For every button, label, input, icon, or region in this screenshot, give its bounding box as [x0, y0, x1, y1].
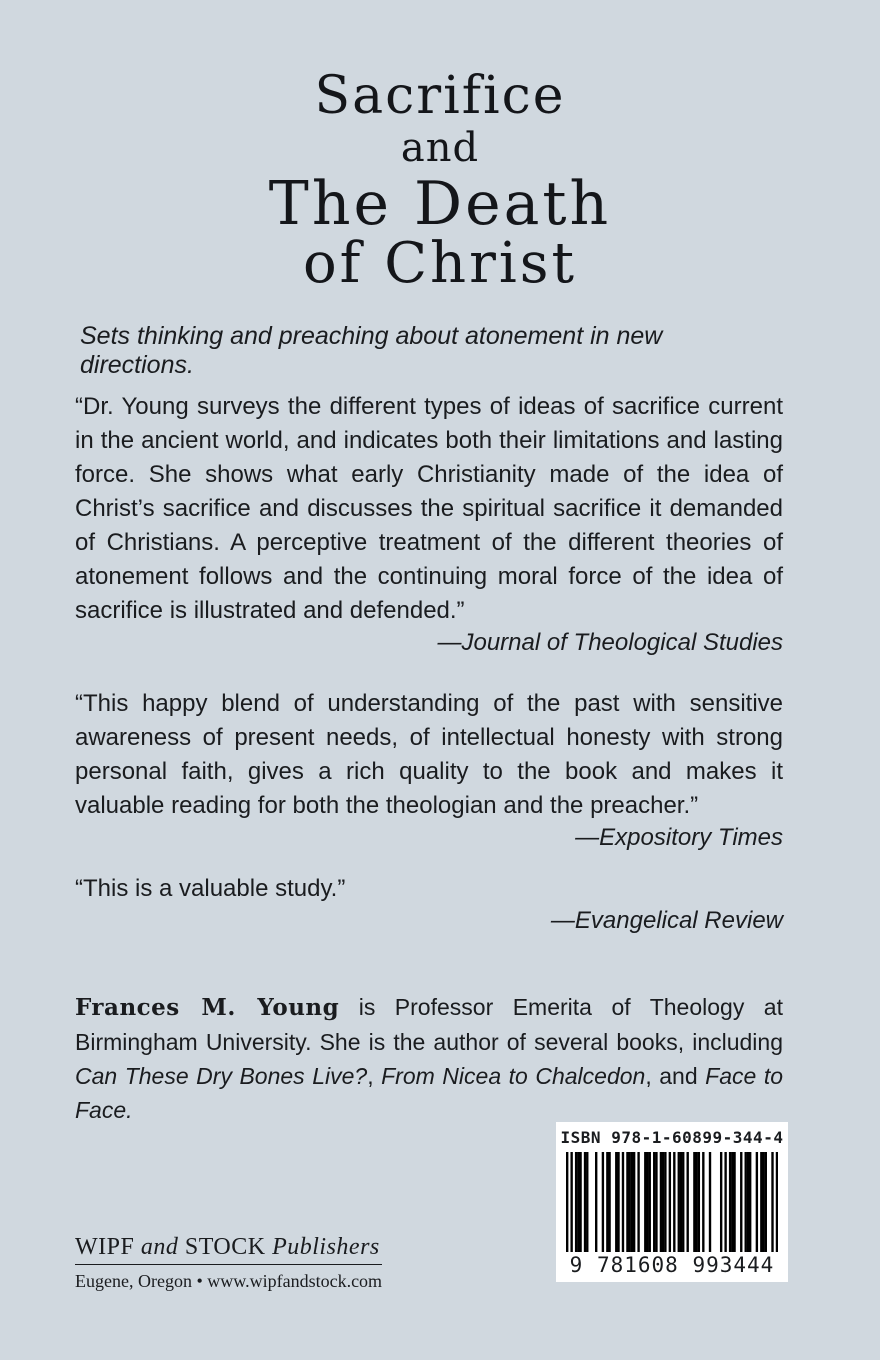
barcode-bar: [660, 1152, 662, 1252]
barcode-bar: [678, 1152, 680, 1252]
barcode-bar: [760, 1152, 762, 1252]
bio-separator: ,: [367, 1063, 382, 1089]
author-name: Frances M. Young: [75, 994, 340, 1021]
barcode-bar: [776, 1152, 778, 1252]
barcode-bar: [570, 1152, 572, 1252]
barcode-bar: [740, 1152, 742, 1252]
barcode-bar: [733, 1152, 735, 1252]
review-quote-text: “This happy blend of understanding of the past with sensitive awareness of present needs, of intellectual honesty with strong personal faith, gives a rich quality to the book and makes it valuable reading for both the theologian and the preacher.”: [75, 690, 783, 819]
publisher-name-part: WIPF: [75, 1234, 141, 1260]
barcode-bar: [584, 1152, 586, 1252]
barcode-bar: [606, 1152, 608, 1252]
barcode-digits: 9 781608 993444: [569, 1253, 775, 1277]
review-quote-3: [75, 872, 783, 938]
author-bio: [75, 990, 783, 1127]
barcode-bar: [626, 1152, 628, 1252]
barcode-bar: [595, 1152, 597, 1252]
barcode-bar: [617, 1152, 619, 1252]
barcode-bar: [664, 1152, 666, 1252]
publisher-name: [75, 1234, 382, 1265]
isbn-label: ISBN 978-1-60899-344-4: [560, 1128, 784, 1147]
barcode-bar: [655, 1152, 657, 1252]
barcode-bar: [765, 1152, 767, 1252]
book-title-2: From Nicea to Chalcedon: [381, 1063, 646, 1089]
barcode-bar: [662, 1152, 664, 1252]
barcode-bar: [608, 1152, 610, 1252]
barcode-bar: [631, 1152, 633, 1252]
publisher-name-part: and: [140, 1234, 179, 1260]
barcode-bar: [602, 1152, 604, 1252]
review-quote-source: —Expository Times: [575, 824, 783, 851]
publisher-name-part: STOCK: [178, 1234, 273, 1260]
review-quote-2: [75, 687, 783, 855]
barcode-bar: [653, 1152, 655, 1252]
book-title-3: Face to Face.: [75, 1063, 783, 1123]
barcode-bar: [575, 1152, 577, 1252]
barcode-bar: [579, 1152, 581, 1252]
review-quote-text: “Dr. Young surveys the different types of ideas of sacrifice current in the ancient world, and indicates both their limitations and lasting force. She shows what early Christianity made of the idea of Christ’s sacrifice and discusses the spiritual sacrifice it demanded of Christians. A perceptive treatment of the different theories of atonement follows and the continuing moral force of the idea of sacrifice is illustrated and defended.”: [75, 393, 783, 624]
bio-text: is Professor Emerita of Theology at Birmingham University. She is the author of several books, including: [75, 994, 783, 1055]
barcode-bar: [633, 1152, 635, 1252]
barcode-bar: [637, 1152, 639, 1252]
barcode-bar: [720, 1152, 722, 1252]
title-line-2: and: [400, 125, 480, 171]
barcode-bar: [724, 1152, 726, 1252]
barcode-bar: [702, 1152, 704, 1252]
barcode-bar: [749, 1152, 751, 1252]
barcode-bar: [649, 1152, 651, 1252]
title-line-1: Sacrifice: [314, 66, 566, 126]
book-title: [0, 66, 880, 296]
bio-separator: , and: [645, 1063, 706, 1089]
barcode-bar: [747, 1152, 749, 1252]
review-quote-source: —Evangelical Review: [550, 907, 783, 934]
barcode-bar: [771, 1152, 773, 1252]
barcode-bar: [646, 1152, 648, 1252]
barcode-bar: [577, 1152, 579, 1252]
barcode-bar: [622, 1152, 624, 1252]
barcode-bar: [762, 1152, 764, 1252]
barcode-bar: [731, 1152, 733, 1252]
tagline: Sets thinking and preaching about atonement in new directions.: [80, 322, 663, 379]
review-quote-source: —Journal of Theological Studies: [437, 629, 783, 656]
barcode-bar: [745, 1152, 747, 1252]
barcode-bar: [628, 1152, 630, 1252]
barcode-bar: [669, 1152, 671, 1252]
barcode-bar: [644, 1152, 646, 1252]
review-quote-1: [75, 390, 783, 660]
barcode-bar: [586, 1152, 588, 1252]
review-quote-text: “This is a valuable study.”: [75, 875, 346, 902]
barcode-bar: [673, 1152, 675, 1252]
barcode-bar: [695, 1152, 697, 1252]
barcode-bar: [709, 1152, 711, 1252]
barcode-bar: [698, 1152, 700, 1252]
publisher-block: [75, 1234, 382, 1292]
barcode-bar: [680, 1152, 682, 1252]
barcode: [556, 1122, 788, 1282]
book-title-1: Can These Dry Bones Live?: [75, 1063, 368, 1089]
title-line-4: of Christ: [302, 231, 578, 296]
barcode-bar: [729, 1152, 731, 1252]
barcode-bar: [682, 1152, 684, 1252]
barcode-bar: [615, 1152, 617, 1252]
barcode-bar: [687, 1152, 689, 1252]
barcode-bars: [566, 1152, 778, 1252]
barcode-bar: [693, 1152, 695, 1252]
publisher-location: Eugene, Oregon • www.wipfandstock.com: [75, 1271, 383, 1291]
title-line-3: The Death: [268, 169, 612, 239]
barcode-bar: [756, 1152, 758, 1252]
barcode-bar: [566, 1152, 568, 1252]
publisher-name-part: Publishers: [272, 1234, 380, 1260]
